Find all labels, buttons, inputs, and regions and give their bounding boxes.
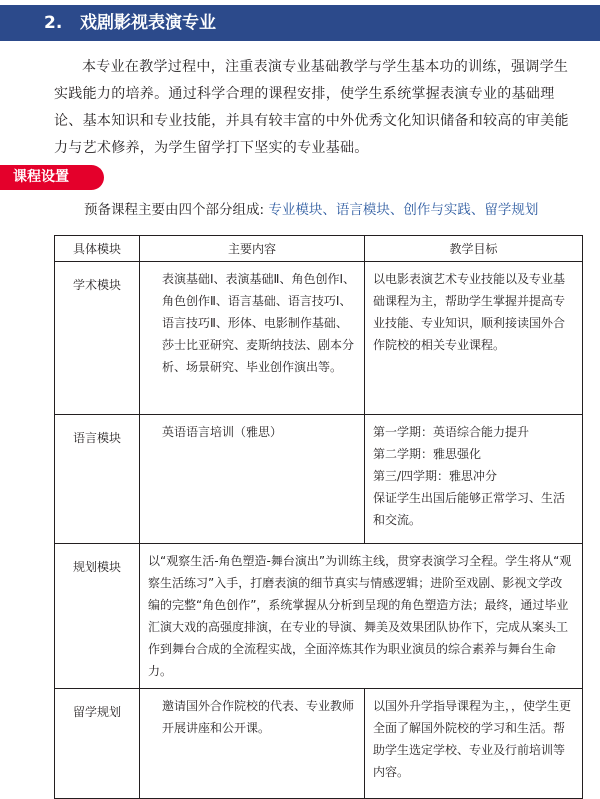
course-summary (84, 199, 594, 221)
span-text: 以“观察生活-角色塑造-舞台演出”为训练主线，贯穿表演学习全程。学生将从“观察生活练习”入手，打磨表演的细节真实与情感逻辑；进阶至戏剧、影视文学改编的完整“角色创作”，系统掌握从分析到呈现的角色塑造方法；最终，通过毕业汇演大戏的高强度排演，在专业的导演、舞美及效果团队协作下，完成从案头工作到舞台合成的全流程实战，全面淬炼其作为职业演员的综合素养与舞台生命力。 (148, 554, 572, 678)
table-row (55, 689, 583, 799)
header-module: 具体模块 (55, 236, 140, 262)
module-name: 语言模块 (55, 415, 140, 544)
table-row (55, 415, 583, 544)
section-banner (0, 5, 600, 41)
goal-line: 保证学生出国后能够正常学习、生活和交流。 (373, 491, 566, 527)
goal-line: 第一学期：英语综合能力提升 (373, 425, 530, 439)
section-title: 戏剧影视表演专业 (80, 13, 216, 33)
goal-line: 第二学期：雅思强化 (373, 447, 482, 461)
module-name: 留学规划 (55, 689, 140, 799)
summary-highlight: 专业模块、语言模块、创作与实践、留学规划 (268, 202, 539, 218)
header-content: 主要内容 (140, 236, 365, 262)
summary-prefix: 预备课程主要由四个部分组成: (84, 202, 269, 218)
section-number: 2. (44, 13, 63, 33)
goal-text: 以国外升学指导课程为主，，使学生更全面了解国外院校的学习和生活。帮助学生选定学校、专业及行前培训等内容。 (373, 699, 572, 779)
goal-cell (365, 262, 583, 415)
content-cell (140, 262, 365, 415)
goal-line: 第三/四学期：雅思冲分 (373, 469, 498, 483)
span-content-cell (140, 544, 583, 689)
table-row (55, 544, 583, 689)
goal-cell (365, 415, 583, 544)
intro-paragraph: 本专业在教学过程中，注重表演专业基础教学与学生基本功的训练，强调学生实践能力的培养。通过科学合理的课程安排，使学生系统掌握表演专业的基础理论、基本知识和专业技能，并具有较丰富的中外优秀文化知识储备和较高的审美能力与艺术修养，为学生留学打下坚实的专业基础。 (54, 59, 569, 156)
course-table (54, 235, 583, 799)
module-name: 学术模块 (55, 262, 140, 415)
table-row (55, 262, 583, 415)
goal-cell (365, 689, 583, 799)
header-goal: 教学目标 (365, 236, 583, 262)
content-cell (140, 415, 365, 544)
content-text: 英语语言培训（雅思） (162, 425, 283, 439)
content-cell (140, 689, 365, 799)
content-text: 邀请国外合作院校的代表、专业教师开展讲座和公开课。 (162, 699, 355, 735)
goal-text: 以电影表演艺术专业技能以及专业基础课程为主，帮助学生掌握并提高专业技能、专业知识，顺利接读国外合作院校的相关专业课程。 (373, 272, 566, 352)
module-name: 规划模块 (55, 544, 140, 689)
course-setup-tag: 课程设置 (0, 165, 104, 190)
table-header-row (55, 236, 583, 262)
content-text: 表演基础Ⅰ、表演基础Ⅱ、角色创作Ⅰ、角色创作Ⅱ、语言基础、语言技巧Ⅰ、语言技巧Ⅱ、形体、电影制作基础、莎士比亚研究、麦斯纳技法、剧本分析、场景研究、毕业创作演出等。 (162, 272, 355, 374)
